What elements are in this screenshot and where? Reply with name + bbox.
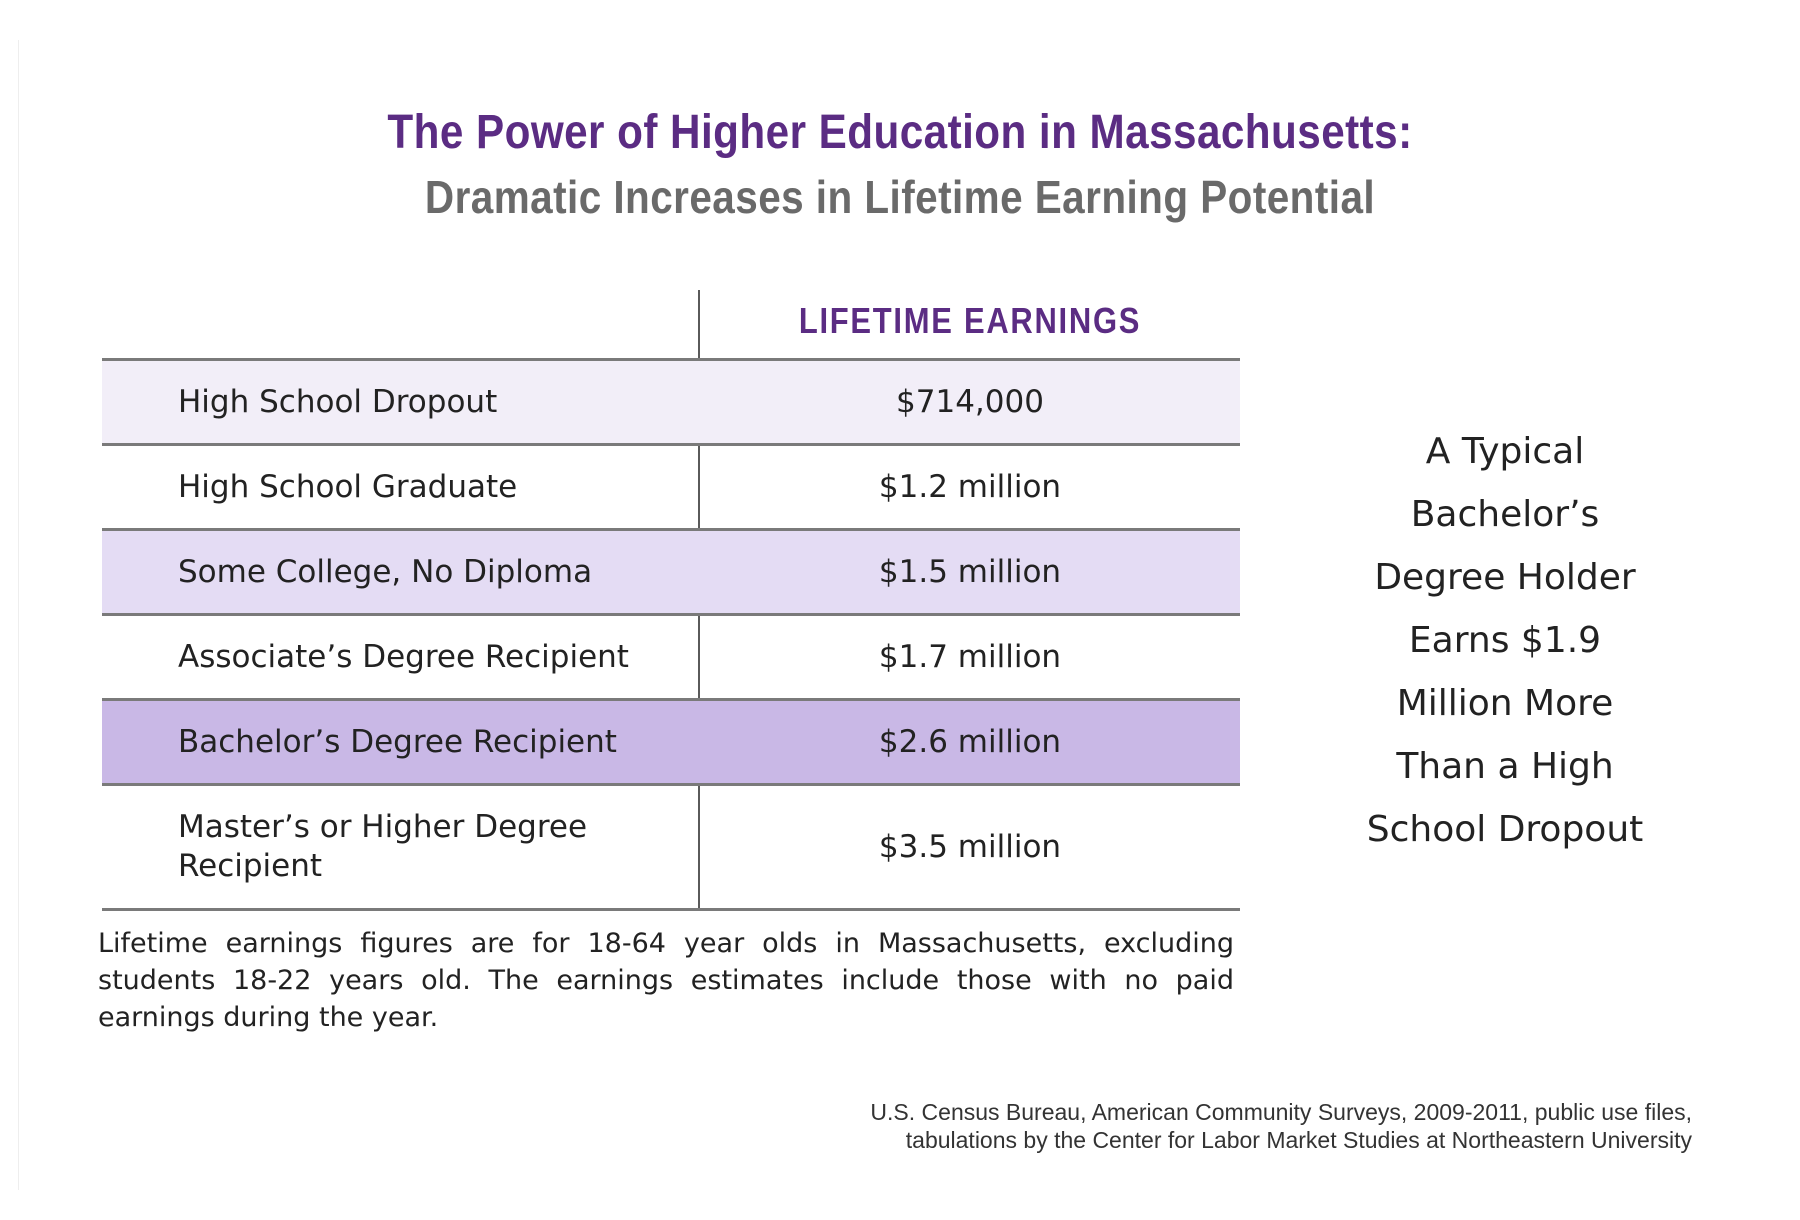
callout-line: Million More: [1396, 683, 1614, 724]
side-callout: [1330, 420, 1680, 861]
callout-line: A Typical: [1425, 431, 1585, 472]
row-label: Bachelor’s Degree Recipient: [178, 723, 617, 760]
table-row-masters-or-higher: [102, 783, 1240, 911]
table-row-associates-degree: [102, 613, 1240, 698]
row-value: $1.2 million: [878, 469, 1062, 505]
source-citation: [870, 1098, 1692, 1154]
table-header-row: [102, 290, 1240, 358]
table-row-high-school-dropout: [102, 358, 1240, 443]
table-row-some-college: [102, 528, 1240, 613]
row-label: Some College, No Diploma: [178, 553, 593, 590]
row-label: Master’s or Higher Degree Recipient: [178, 809, 588, 884]
source-line-2: tabulations by the Center for Labor Market Studies at Northeastern University: [905, 1127, 1692, 1153]
callout-line: Degree Holder: [1374, 557, 1636, 598]
earnings-table: [102, 290, 1240, 911]
row-label: High School Dropout: [178, 383, 498, 420]
row-value: $1.7 million: [878, 639, 1062, 675]
callout-line: Than a High: [1396, 746, 1614, 787]
callout-line: Bachelor’s: [1410, 494, 1600, 535]
row-label: High School Graduate: [178, 468, 518, 505]
callout-line: Earns $1.9: [1408, 620, 1602, 661]
row-value: $714,000: [896, 384, 1044, 420]
footnote: Lifetime earnings figures are for 18-64 year olds in Massachusetts, excluding students 18-22 years old. The earnings estimates include those with no paid earnings during the year.: [98, 928, 1234, 1033]
page-subtitle: Dramatic Increases in Lifetime Earning Potential: [424, 171, 1376, 223]
row-value: $1.5 million: [878, 554, 1062, 590]
column-header-lifetime-earnings: LIFETIME EARNINGS: [798, 300, 1142, 341]
source-line-1: U.S. Census Bureau, American Community Surveys, 2009-2011, public use files,: [870, 1099, 1692, 1125]
row-value: $2.6 million: [878, 724, 1062, 760]
page-title: The Power of Higher Education in Massachusetts:: [387, 106, 1413, 159]
table-row-high-school-graduate: [102, 443, 1240, 528]
row-label: Associate’s Degree Recipient: [178, 638, 629, 675]
table-row-bachelors-degree: [102, 698, 1240, 783]
title-block: [0, 105, 1800, 224]
callout-line: School Dropout: [1366, 809, 1644, 850]
row-value: $3.5 million: [878, 829, 1062, 865]
